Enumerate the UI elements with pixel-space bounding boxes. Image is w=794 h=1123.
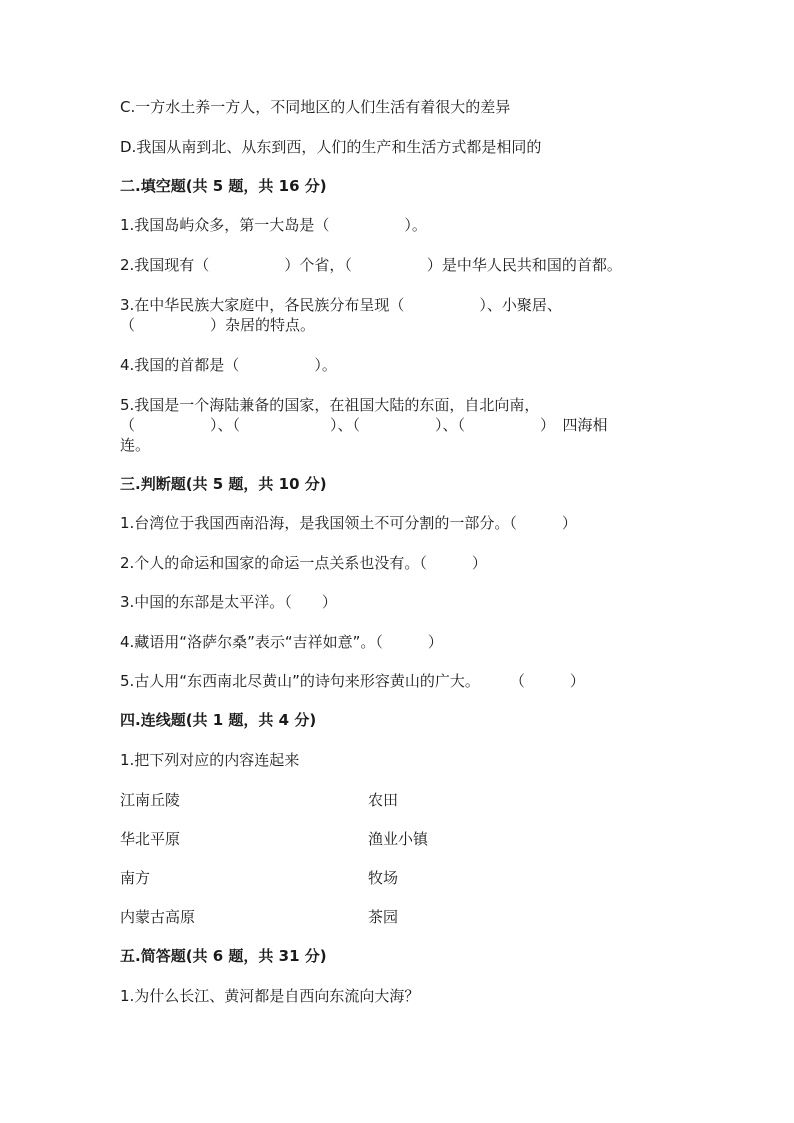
fill-question-1: 1.我国岛屿众多，第一大岛是（ ）。 — [120, 216, 427, 234]
fill-question-5-line3: 连。 — [120, 436, 151, 454]
match-left-4: 内蒙古高原 — [120, 908, 196, 926]
fill-question-3-line1: 3.在中华民族大家庭中，各民族分布呈现（ ）、小聚居、 — [120, 296, 562, 314]
match-question-1: 1.把下列对应的内容连起来 — [120, 751, 300, 769]
option-d: D.我国从南到北、从东到西，人们的生产和生活方式都是相同的 — [120, 138, 542, 156]
match-left-1: 江南丘陵 — [120, 791, 181, 809]
section5-heading: 五.简答题(共 6 题，共 31 分) — [120, 947, 327, 965]
fill-question-4: 4.我国的首都是（ ）。 — [120, 356, 337, 374]
judge-question-4: 4.藏语用“洛萨尔桑”表示“吉祥如意”。（ ） — [120, 633, 443, 651]
match-right-1: 农田 — [368, 791, 399, 809]
fill-question-3-line2: （ ）杂居的特点。 — [120, 316, 316, 334]
short-answer-question-1: 1.为什么长江、黄河都是自西向东流向大海？ — [120, 987, 420, 1005]
section3-heading: 三.判断题(共 5 题，共 10 分) — [120, 475, 327, 493]
match-left-3: 南方 — [120, 869, 151, 887]
option-c: C.一方水土养一方人，不同地区的人们生活有着很大的差异 — [120, 98, 511, 116]
match-left-2: 华北平原 — [120, 830, 181, 848]
judge-question-2: 2.个人的命运和国家的命运一点关系也没有。（ ） — [120, 554, 487, 572]
fill-question-2: 2.我国现有（ ）个省，（ ）是中华人民共和国的首都。 — [120, 256, 622, 274]
match-right-3: 牧场 — [368, 869, 399, 887]
judge-question-5: 5.古人用“东西南北尽黄山”的诗句来形容黄山的广大。 （ ） — [120, 672, 585, 690]
judge-question-3: 3.中国的东部是太平洋。（ ） — [120, 593, 337, 611]
section4-heading: 四.连线题(共 1 题，共 4 分) — [120, 711, 317, 729]
match-right-4: 茶园 — [368, 908, 399, 926]
section2-heading: 二.填空题(共 5 题，共 16 分) — [120, 177, 327, 195]
match-right-2: 渔业小镇 — [368, 830, 429, 848]
fill-question-5-line2: （ ）、（ ）、（ ）、（ ） 四海相 — [120, 416, 608, 434]
judge-question-1: 1.台湾位于我国西南沿海，是我国领土不可分割的一部分。（ ） — [120, 514, 577, 532]
fill-question-5-line1: 5.我国是一个海陆兼备的国家，在祖国大陆的东面，自北向南， — [120, 396, 540, 414]
